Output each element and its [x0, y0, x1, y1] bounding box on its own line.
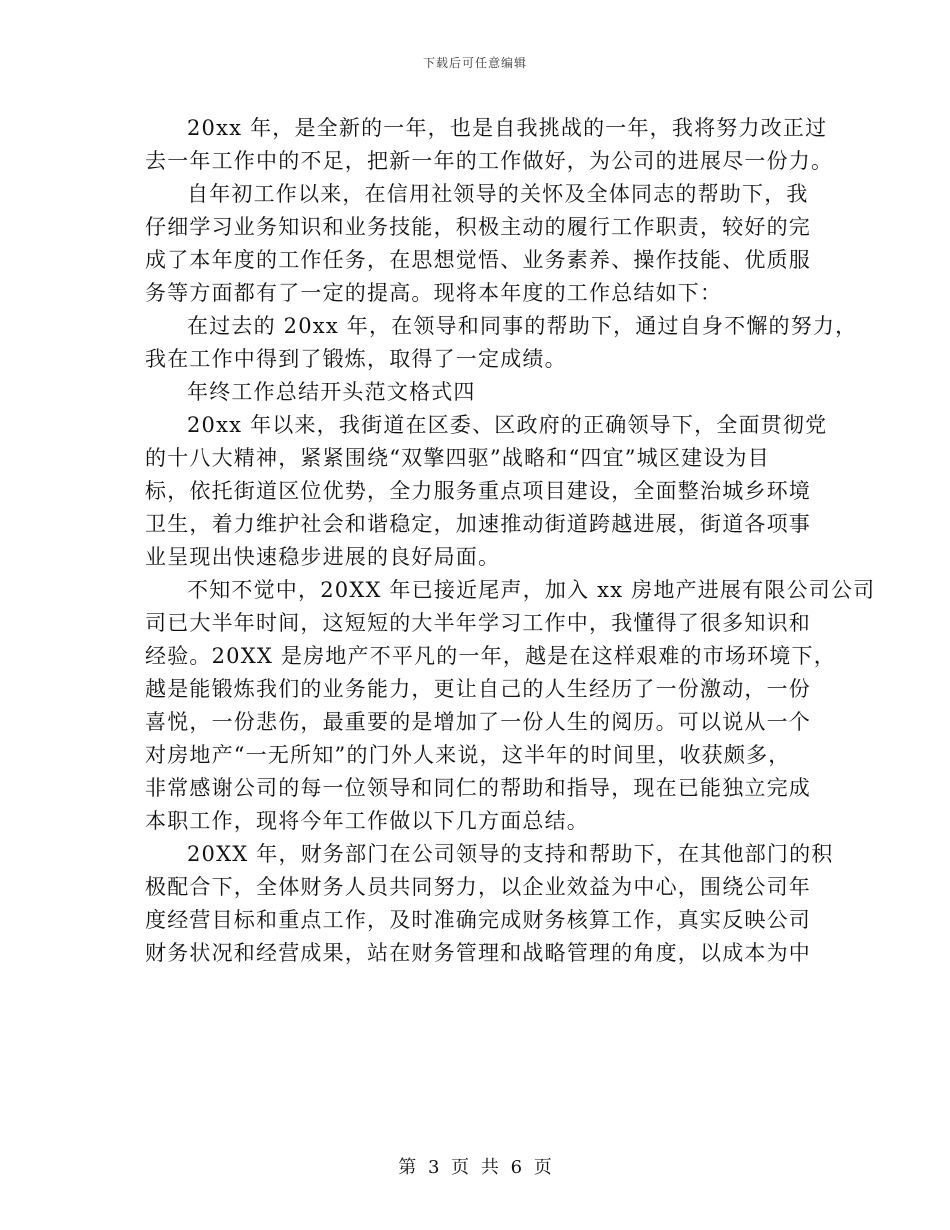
paragraph-line: 在过去的 20xx 年，在领导和同事的帮助下，通过自身不懈的努力，	[187, 314, 858, 338]
page-header: 下载后可任意编辑	[422, 56, 527, 70]
page-number: 第 3 页 共 6 页	[398, 1157, 552, 1178]
paragraph-line: 不知不觉中，20XX 年已接近尾声，加入 xx 房地产进展有限公司公司	[187, 578, 876, 602]
paragraph-line: 去一年工作中的不足，把新一年的工作做好，为公司的进展尽一份力。	[145, 149, 834, 173]
paragraph-line: 务等方面都有了一定的提高。现将本年度的工作总结如下：	[145, 281, 723, 305]
paragraph-line: 仔细学习业务知识和业务技能，积极主动的履行工作职责，较好的完	[145, 215, 811, 239]
paragraph-line: 20xx 年，是全新的一年，也是自我挑战的一年，我将努力改正过	[187, 116, 828, 140]
paragraph-line: 自年初工作以来，在信用社领导的关怀及全体同志的帮助下，我	[187, 182, 809, 206]
paragraph-line: 财务状况和经营成果，站在财务管理和战略管理的角度，以成本为中	[145, 941, 811, 965]
paragraph-line: 经验。20XX 是房地产不平凡的一年，越是在这样艰难的市场环境下，	[145, 644, 836, 668]
paragraph-line: 司已大半年时间，这短短的大半年学习工作中，我懂得了很多知识和	[145, 611, 811, 635]
section-heading: 年终工作总结开头范文格式四	[187, 380, 476, 404]
paragraph-line: 我在工作中得到了锻炼，取得了一定成绩。	[145, 347, 567, 371]
document-body	[145, 112, 876, 970]
paragraph-line: 20xx 年以来，我街道在区委、区政府的正确领导下，全面贯彻党	[187, 413, 828, 437]
paragraph-line: 成了本年度的工作任务，在思想觉悟、业务素养、操作技能、优质服	[145, 248, 811, 272]
paragraph-line: 标，依托街道区位优势，全力服务重点项目建设，全面整治城乡环境	[145, 479, 811, 503]
paragraph-line: 度经营目标和重点工作，及时准确完成财务核算工作，真实反映公司	[145, 908, 811, 932]
paragraph-line: 对房地产“一无所知”的门外人来说，这半年的时间里，收获颇多，	[145, 743, 791, 767]
paragraph-line: 的十八大精神，紧紧围绕“双擎四驱”战略和“四宜”城区建设为目	[145, 446, 770, 470]
paragraph-line: 越是能锻炼我们的业务能力，更让自己的人生经历了一份激动，一份	[145, 677, 811, 701]
paragraph-line: 卫生，着力维护社会和谐稳定，加速推动街道跨越进展，街道各项事	[145, 512, 811, 536]
paragraph-line: 极配合下，全体财务人员共同努力，以企业效益为中心，围绕公司年	[145, 875, 811, 899]
paragraph-line: 本职工作，现将今年工作做以下几方面总结。	[145, 809, 589, 833]
paragraph-line: 20XX 年，财务部门在公司领导的支持和帮助下，在其他部门的积	[187, 842, 834, 866]
paragraph-line: 喜悦，一份悲伤，最重要的是增加了一份人生的阅历。可以说从一个	[145, 710, 811, 734]
paragraph-line: 非常感谢公司的每一位领导和同仁的帮助和指导，现在已能独立完成	[145, 776, 811, 800]
paragraph-line: 业呈现出快速稳步进展的良好局面。	[145, 545, 501, 569]
